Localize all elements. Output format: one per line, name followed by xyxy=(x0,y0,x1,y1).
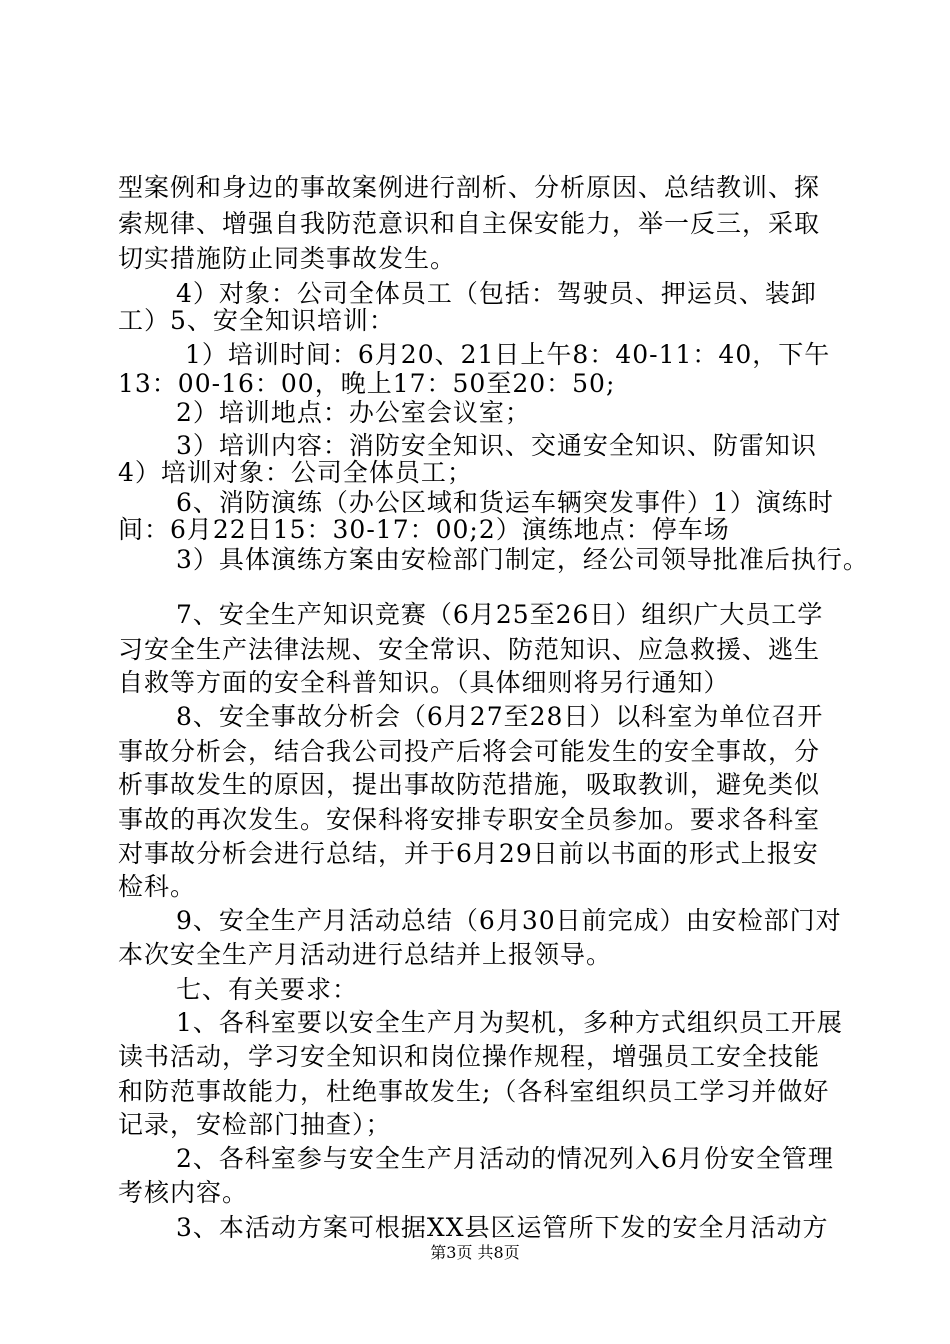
body-line-10: 4）培训对象：公司全体员工； xyxy=(118,458,473,487)
body-line-22: 检科。 xyxy=(118,872,197,901)
body-line-8: 2）培训地点：办公室会议室； xyxy=(176,398,531,427)
body-line-4: 4）对象：公司全体员工（包括：驾驶员、押运员、装卸 xyxy=(176,279,817,308)
body-line-3: 切实措施防止同类事故发生。 xyxy=(118,244,457,273)
body-line-17: 8、安全事故分析会（6月27至28日）以科室为单位召开 xyxy=(176,702,824,731)
body-line-31: 考核内容。 xyxy=(118,1178,249,1207)
body-line-23: 9、安全生产月活动总结（6月30日前完成）由安检部门对 xyxy=(176,906,842,935)
body-line-29: 记录，安检部门抽查）； xyxy=(118,1110,392,1139)
body-line-30: 2、各科室参与安全生产月活动的情况列入6月份安全管理 xyxy=(176,1144,834,1173)
body-line-6: 1）培训时间：6月20、21日上午8：40-11：40，下午 xyxy=(185,340,831,369)
body-line-26: 1、各科室要以安全生产月为契机，多种方式组织员工开展 xyxy=(176,1008,843,1037)
page-footer-indicator: 第3页 共8页 xyxy=(430,1243,520,1262)
body-line-18: 事故分析会，结合我公司投产后将会可能发生的安全事故，分 xyxy=(118,737,821,766)
section-heading-requirements: 七、有关要求： xyxy=(176,975,359,1004)
body-line-21: 对事故分析会进行总结，并于6月29日前以书面的形式上报安 xyxy=(118,839,819,868)
body-line-24: 本次安全生产月活动进行总结并上报领导。 xyxy=(118,940,613,969)
body-line-20: 事故的再次发生。安保科将安排专职安全员参加。要求各科室 xyxy=(118,805,821,834)
body-line-15: 习安全生产法律法规、安全常识、防范知识、应急救援、逃生 xyxy=(118,635,821,664)
body-line-27: 读书活动，学习安全知识和岗位操作规程，增强员工安全技能 xyxy=(118,1042,821,1071)
body-line-2: 索规律、增强自我防范意识和自主保安能力，举一反三，采取 xyxy=(118,209,821,238)
body-line-19: 析事故发生的原因，提出事故防范措施，吸取教训，避免类似 xyxy=(118,770,821,799)
body-line-13: 3）具体演练方案由安检部门制定，经公司领导批准后执行。 xyxy=(176,545,869,574)
body-line-7: 13：00-16：00，晚上17：50至20：50; xyxy=(118,369,616,398)
body-line-14: 7、安全生产知识竞赛（6月25至26日）组织广大员工学 xyxy=(176,600,824,629)
body-line-28: 和防范事故能力，杜绝事故发生;（各科室组织员工学习并做好 xyxy=(118,1077,830,1106)
body-line-5: 工）5、安全知识培训： xyxy=(118,306,395,335)
body-line-11: 6、消防演练（办公区域和货运车辆突发事件）1）演练时 xyxy=(176,488,834,517)
body-line-12: 间：6月22日15：30-17：00;2）演练地点：停车场 xyxy=(118,515,730,544)
body-line-16: 自救等方面的安全科普知识。（具体细则将另行通知） xyxy=(118,668,730,697)
body-line-1: 型案例和身边的事故案例进行剖析、分析原因、总结教训、探 xyxy=(118,173,821,202)
body-line-9: 3）培训内容：消防安全知识、交通安全知识、防雷知识 xyxy=(176,431,817,460)
body-line-32: 3、本活动方案可根据XX县区运管所下发的安全月活动方 xyxy=(176,1213,829,1242)
